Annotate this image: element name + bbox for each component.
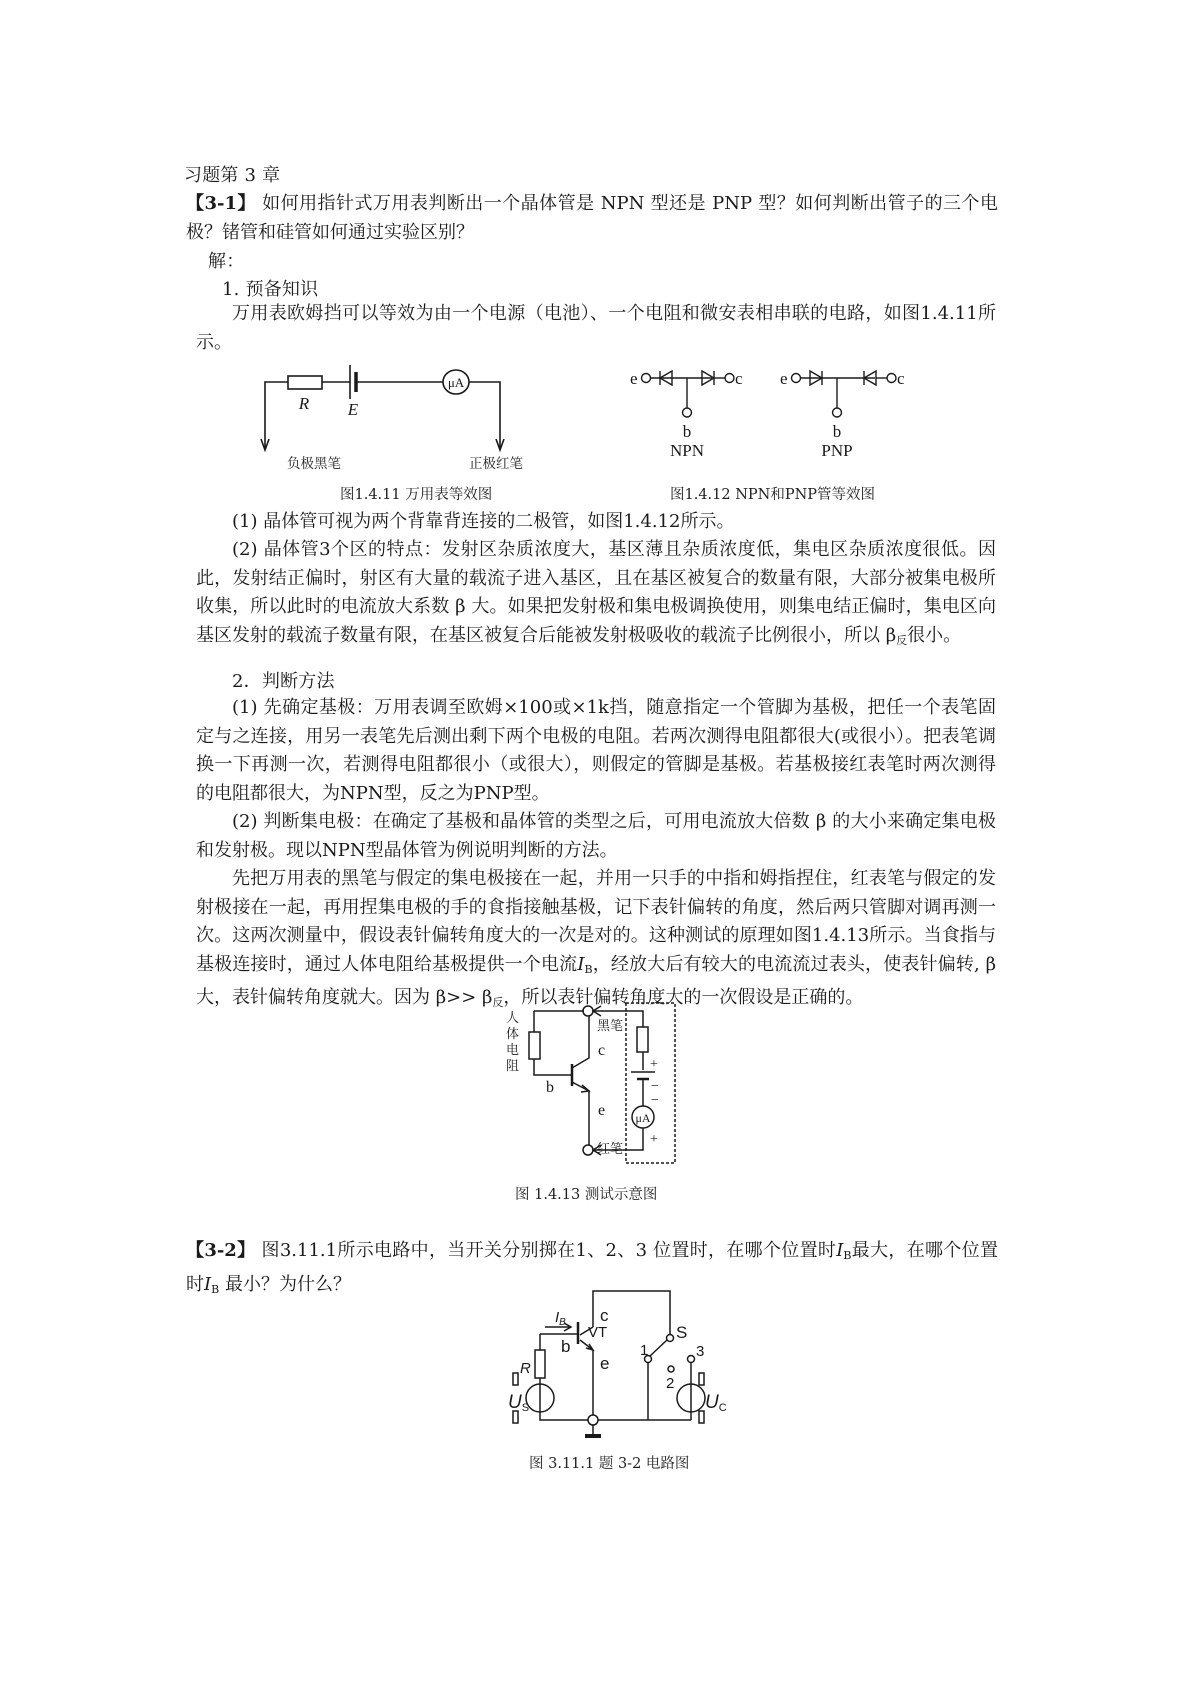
body-resistance-char: 电 [506,1042,520,1057]
paragraph-text: ，所以表针偏转角度大的一次假设是正确的。 [503,987,864,1009]
figure-caption-1-4-12: 图1.4.12 NPN和PNP管等效图 [670,487,876,503]
resistor-label: R [520,1360,531,1377]
battery-label: E [347,400,359,419]
switch-arm [650,1340,667,1356]
figure-multimeter-equivalent [250,355,550,455]
us-label: US [508,1392,530,1414]
npn-label: NPN [669,441,705,460]
figure-test-diagram [500,1000,700,1170]
question-text: 图3.11.1所示电路中，当开关分别掷在1、2、3 位置时，在哪个位置时 [255,1240,837,1261]
npn-emitter-label: e [630,369,638,388]
negative-probe-label: 负极黑笔 [287,456,341,472]
question-text: 最小？为什么？ [219,1273,351,1295]
question-text: 如何用指针式万用表判断出一个晶体管是 NPN 型还是 PNP 型？如何判断出管子的三个电极？锗管和硅管如何通过实验区别？ [186,193,998,243]
emitter-label: e [598,1102,606,1119]
body-resistor-symbol [529,1032,540,1059]
paragraph-text: (2) 晶体管3个区的特点：发射区杂质浓度大，基区薄且杂质浓度低，集电区杂质浓度很低。因此，发射结正偏时，射区有大量的载流子进入基区，且在基区被复合的数量有限，大部分被集电极所收集，所以此时的电流放大系数 β 大。如果把发射极和集电极调换使用，则集电结正偏时，集电区向基区发射的载流子数量有限，在基区被复合后能被发射极吸收的载流子比例很小，所以 β [196,539,996,646]
meter-resistor-symbol [637,1027,648,1052]
black-probe-label: 黑笔 [597,1018,624,1033]
current-symbol: I [577,953,585,975]
npn-collector-label: c [735,369,743,388]
subscript: B [584,962,593,976]
paragraph-text: 很小。 [907,624,962,646]
red-probe-label: 红笔 [597,1141,624,1156]
resistor-symbol [535,1350,545,1378]
paragraph-method-2: (2) 判断集电极：在确定了基极和晶体管的类型之后，可用电流放大倍数 β 的大小来确定集电极和发射极。现以NPN型晶体管为例说明判断的方法。 [196,811,996,861]
subscript: B [843,1249,852,1262]
question-3-1 [186,190,998,247]
question-label: 【3-1】 [186,193,256,214]
collector-label: c [598,1042,606,1059]
switch-position-1: 1 [640,1342,649,1359]
pnp-base-label: b [832,422,842,441]
emitter-terminal [583,1145,593,1155]
plus-sign: + [650,1057,658,1072]
uc-label: UC [705,1392,727,1414]
section-heading-2: 2．判断方法 [232,671,335,692]
switch-label: S [676,1323,688,1342]
collector-terminal [583,1006,593,1016]
meter-label: μA [447,375,465,390]
figure-caption-1-4-13: 图 1.4.13 测试示意图 [515,1187,658,1203]
plus-sign: + [650,1132,658,1147]
paragraph-method-1: (1) 先确定基极：万用表调至欧姆×100或×1k挡，随意指定一个管脚为基极，把任一个表笔固定与之连接，用另一表笔先后测出剩下两个电极的电阻。若两次测得电阻都很大(或很小）。把表笔调换一下再测一次，若测得电阻都很小（或很大），则假定的管脚是基极。若基极接红表笔时两次测得的电阻都很大，为NPN型，反之为PNP型。 [196,697,996,804]
minus-sign: − [651,1079,659,1094]
section-heading-1: 1. 预备知识 [222,279,319,300]
resistor-symbol [288,376,322,389]
ib-label: $I_B$ [555,1309,566,1328]
question-text: 最大，在哪个位置时 [186,1240,998,1295]
resistor-label: R [298,394,310,413]
switch-position-2: 2 [666,1375,675,1392]
current-symbol: I [204,1273,212,1295]
body-resistance-char: 阻 [506,1058,520,1073]
minus-sign: − [651,1093,659,1108]
current-symbol: I [836,1240,844,1261]
figure-caption-1-4-11: 图1.4.11 万用表等效图 [340,487,493,503]
emitter-label: e [600,1354,610,1373]
subscript: B [211,1282,220,1296]
paragraph-point-1: (1) 晶体管可视为两个背靠背连接的二极管，如图1.4.12所示。 [232,511,735,532]
npn-base-label: b [682,422,692,441]
pnp-emitter-label: e [780,369,788,388]
paragraph-test-procedure [196,865,996,1018]
paragraph-text: 先把万用表的黑笔与假定的集电极接在一起，并用一只手的中指和姆指捏住，红表笔与假定的发射极接在一起，再用捏集电极的手的食指接触基极，记下表针偏转的角度，然后两只管脚对调再测一次。这两次测量中，假设表针偏转角度大的一次是对的。这种测试的原理如图1.4.13所示。当食指与基极连接时，通过人体电阻给基极提供一个电流 [196,868,996,975]
body-resistance-char: 人 [506,1010,520,1025]
ground-node [588,1415,598,1425]
figure-circuit-3-2 [500,1290,730,1450]
switch-position-3: 3 [696,1343,705,1360]
subscript: 反 [896,633,908,647]
body-resistance-char: 体 [506,1026,520,1041]
pnp-collector-label: c [897,369,905,388]
figure-npn-pnp-equivalent [630,365,930,460]
question-label: 【3-2】 [186,1240,256,1261]
collector-label: c [600,1306,609,1325]
meter-label: μA [635,1111,651,1125]
wire [265,382,288,448]
solution-label: 解： [208,251,245,272]
transistor-label: VT [588,1324,608,1341]
subscript: 反 [492,996,504,1010]
figure-caption-3-11-1: 图 3.11.1 题 3-2 电路图 [529,1456,690,1472]
paragraph-preliminary: 万用表欧姆挡可以等效为由一个电源（电池）、一个电阻和微安表相串联的电路，如图1.4.11所示。 [196,303,996,353]
base-label: b [546,1079,554,1096]
positive-probe-label: 正极红笔 [469,456,523,472]
paragraph-text: ，经放大后有较大的电流流过表头，使表针偏转, β 大，表针偏转角度就大。因为 β>> β [196,953,996,1009]
pnp-label: PNP [821,441,853,460]
paragraph-point-2 [196,536,996,655]
chapter-title: 习题第 3 章 [184,165,281,186]
base-label: b [561,1337,571,1356]
